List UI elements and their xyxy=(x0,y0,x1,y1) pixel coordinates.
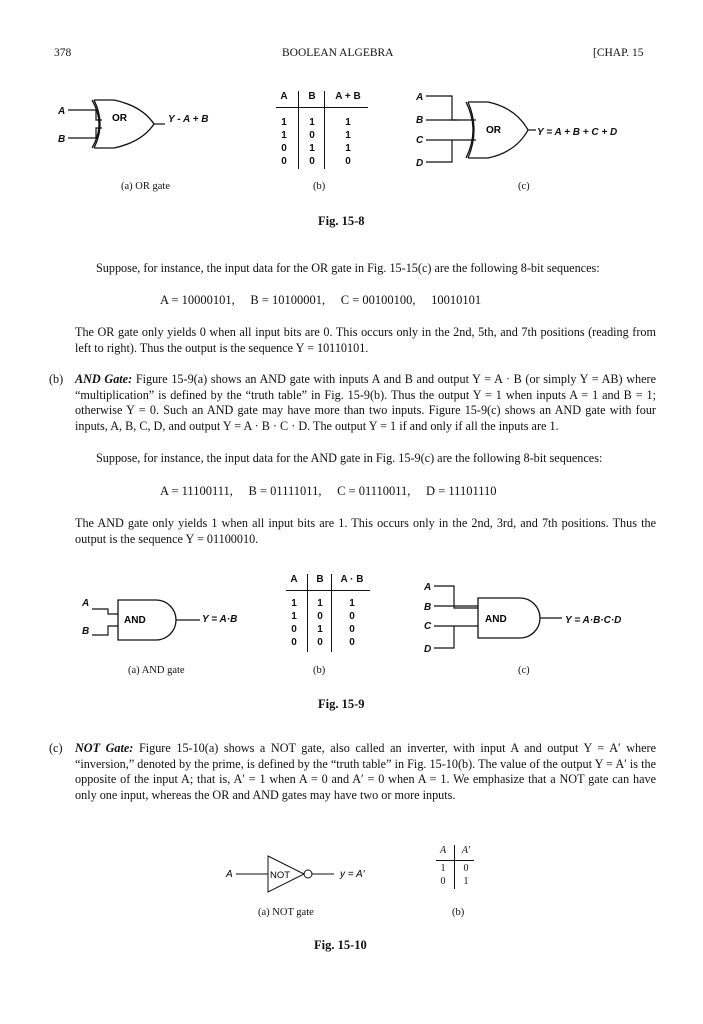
fig8-or-gate xyxy=(54,90,254,150)
svg-text:C: C xyxy=(416,135,424,146)
svg-text:D: D xyxy=(424,644,432,655)
and-gate-heading: AND Gate: xyxy=(75,372,133,386)
paragraph-and-output: The AND gate only yields 1 when all input bits are 1. This occurs only in the 2nd, 3rd, and 7th positions. Thus the output is the sequence Y = 01100010. xyxy=(75,516,656,546)
svg-text:B: B xyxy=(424,602,432,613)
page-number: 378 xyxy=(54,47,72,59)
fig10a-output: y = A′ xyxy=(340,869,365,880)
svg-text:A: A xyxy=(82,598,90,609)
svg-text:AND: AND xyxy=(485,614,507,625)
svg-text:A: A xyxy=(424,582,432,593)
fig9a-output: Y = A·B xyxy=(202,614,238,625)
svg-text:AND: AND xyxy=(124,615,146,626)
fig8a-gate-label: OR xyxy=(112,113,127,124)
paragraph-and-input: Suppose, for instance, the input data for the AND gate in Fig. 15-9(c) are the following 8-bit sequences: xyxy=(96,451,603,465)
item-label-b: (b) xyxy=(49,372,64,386)
svg-text:C: C xyxy=(424,621,432,632)
fig9c-caption: (c) xyxy=(518,665,530,676)
svg-text:B: B xyxy=(416,115,424,126)
paragraph-not-gate: NOT Gate: Figure 15-10(a) shows a NOT gate, also called an inverter, with input A and output Y = A′ where “inversion,” denoted by the prime, is defined by the “truth table” in Fig. 15-10(b). The value of the output Y = A′ is the opposite of the input A; that is, A′ = 1 when A = 0 and A′ = 0 when A = 1. We emphasize that a NOT gate can have only one input, whereas the OR and AND gates may have two or more inputs. xyxy=(75,741,657,802)
paragraph-and-gate: AND Gate: Figure 15-9(a) shows an AND gate with inputs A and B and output Y = A · B (or simply Y = AB) where “multiplication” is defined by the “truth table” in Fig. 15-9(b). Thus the output Y = 1 when inputs A = 1 and B = 1; otherwise Y = 0. Such an AND gate may have more than two inputs. Figure 15-9(c) shows an AND gate with four inputs, A, B, C, D, and output Y = A · B · C · D. The output Y = 1 if and only if all the inputs are 1. xyxy=(75,372,656,433)
fig10-title: Fig. 15-10 xyxy=(314,938,367,952)
fig10-not-gate xyxy=(224,852,394,896)
chapter-label: [CHAP. 15 xyxy=(593,47,644,59)
fig8c-output: Y = A + B + C + D xyxy=(537,127,618,138)
fig9-and-gate xyxy=(80,592,280,644)
running-title: BOOLEAN ALGEBRA xyxy=(282,47,394,59)
paragraph-or-input: Suppose, for instance, the input data for the OR gate in Fig. 15-15(c) are the following 8-bit sequences: xyxy=(96,261,600,275)
fig10a-caption: (a) NOT gate xyxy=(258,907,314,918)
fig10b-caption: (b) xyxy=(452,907,465,918)
fig8-title: Fig. 15-8 xyxy=(318,214,365,228)
not-gate-heading: NOT Gate: xyxy=(75,741,134,755)
fig9-and-gate-4input xyxy=(420,578,660,658)
equation-and-sequences: A = 11100111, B = 01111011, C = 01110011, D = 11101110 xyxy=(160,484,497,498)
fig8b-caption: (b) xyxy=(313,181,326,192)
fig9b-caption: (b) xyxy=(313,665,326,676)
svg-text:OR: OR xyxy=(486,125,501,136)
fig9c-output: Y = A·B·C·D xyxy=(565,615,622,626)
fig8c-caption: (c) xyxy=(518,181,530,192)
svg-text:A: A xyxy=(416,92,424,103)
fig8a-input-a: A xyxy=(58,106,66,117)
equation-or-sequences: A = 10000101, B = 10100001, C = 00100100, 10010101 xyxy=(160,293,482,307)
fig9-truth-table: A B A · B 1 1 1 1 0 0 0 1 0 0 0 0 xyxy=(286,574,376,654)
fig8-or-gate-4input xyxy=(412,88,682,174)
fig8a-input-b: B xyxy=(58,134,66,145)
paragraph-or-output: The OR gate only yields 0 when all input bits are 0. This occurs only in the 2nd, 5th, and 7th positions (reading from left to right). Thus the output is the sequence Y = 10110101. xyxy=(75,325,656,355)
svg-text:D: D xyxy=(416,158,424,169)
fig10-truth-table: A A′ 1 0 0 1 xyxy=(436,845,482,891)
fig9-title: Fig. 15-9 xyxy=(318,697,365,711)
item-label-c: (c) xyxy=(49,741,63,755)
fig9a-caption: (a) AND gate xyxy=(128,665,185,676)
svg-text:A: A xyxy=(226,869,233,880)
fig8-truth-table: A B A + B 1 1 1 1 0 1 0 1 1 0 0 0 xyxy=(276,91,376,171)
or-gate-icon xyxy=(94,100,154,148)
svg-text:B: B xyxy=(82,626,90,637)
fig8a-output: Y - A + B xyxy=(168,114,209,125)
fig8a-caption: (a) OR gate xyxy=(121,181,170,192)
svg-text:NOT: NOT xyxy=(270,870,291,881)
